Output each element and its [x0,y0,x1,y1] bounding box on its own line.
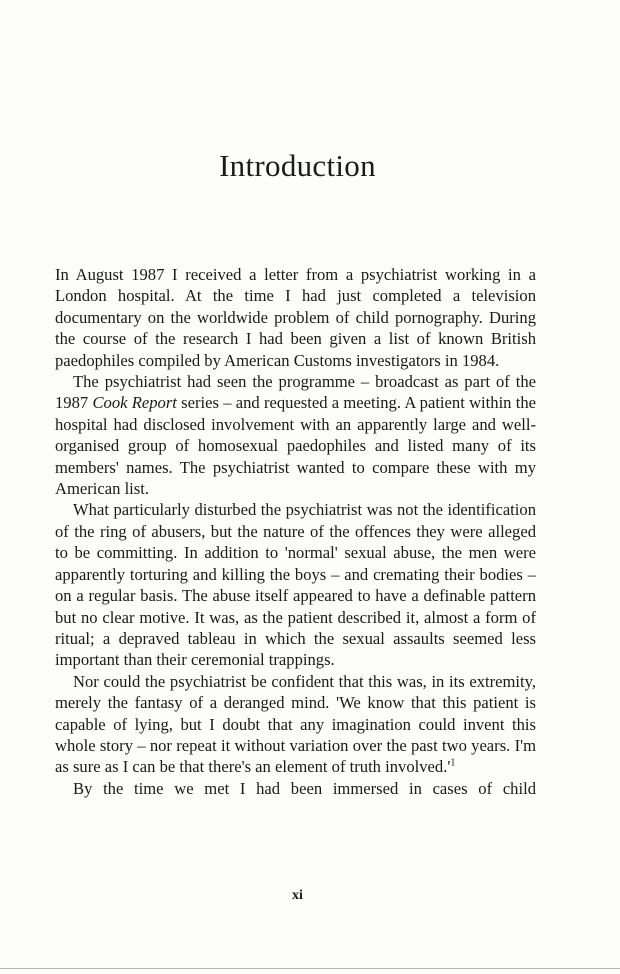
paragraph-4-text: Nor could the psychiatrist be confident that this was, in its extremity, merely the fantasy of a deranged mind. 'We know that this patient is capable of lying, but I doubt that any imagination could invent this whole story – nor repeat it without variation over the past two years. I'm as sure as I can be that there's an element of truth involved.' [55,671,536,777]
paragraph-2-italic-title: Cook Report [92,393,177,413]
paragraph-5 [55,778,536,799]
paragraph-2 [55,371,536,499]
paragraph-2-text-before: The psychiatrist had seen the programme – broadcast as part of the 1987 [55,372,536,413]
paragraph-1 [55,264,536,371]
paragraph-4 [55,671,536,778]
paragraph-3-text: What particularly disturbed the psychiatrist was not the identification of the ring of abusers, but the nature of the offences they were alleged to be committing. In addition to 'normal' sexual abuse, the men were apparently torturing and killing the boys – and cremating their bodies – on a regular basis. The abuse itself appeared to have a definable pattern but no clear motive. It was, as the patient described it, almost a form of ritual; a depraved tableau in which the sexual assaults seemed less important than their ceremonial trappings. [55,500,536,670]
footnote-marker: 1 [450,757,456,769]
paragraph-2-text-after: series – and requested a meeting. A patient within the hospital had disclosed involvement with an apparently large and well-organised group of homosexual paedophiles and listed many of its members' names. The psychiatrist wanted to compare these with my American list. [55,393,537,499]
page-edge-divider [0,968,620,969]
chapter-title: Introduction [219,148,376,183]
paragraph-1-text: In August 1987 I received a letter from a psychiatrist working in a London hospital. At the time I had just completed a television documentary on the worldwide problem of child pornography. During the course of the research I had been given a list of known British paedophiles compiled by American Customs investigators in 1984. [55,265,536,370]
paragraph-3 [55,499,536,670]
page-number: xi [292,888,303,903]
body-text [55,264,536,799]
paragraph-5-text: By the time we met I had been immersed in cases of child [73,778,536,798]
